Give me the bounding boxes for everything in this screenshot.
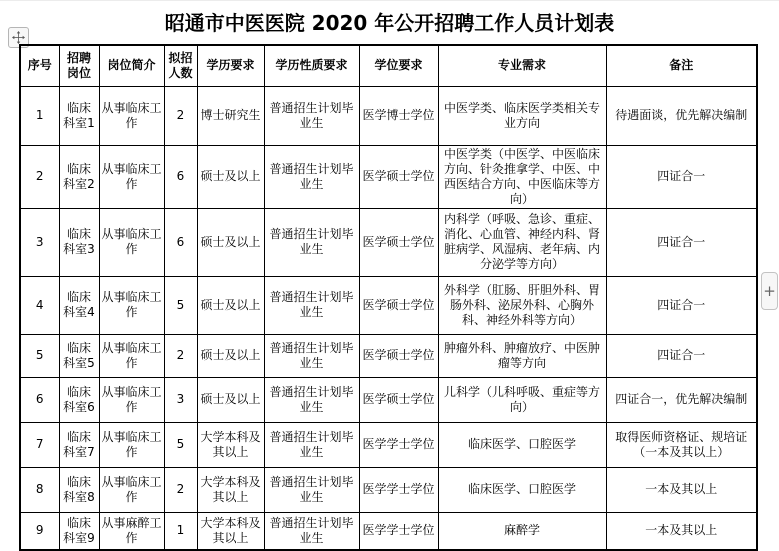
cell-remarks[interactable]: 四证合一，优先解决编制 — [606, 377, 757, 422]
cell-education[interactable]: 硕士及以上 — [197, 208, 264, 276]
table-row — [20, 512, 757, 550]
column-header-education-type[interactable]: 学历性质要求 — [264, 45, 359, 86]
cell-headcount[interactable]: 2 — [164, 334, 197, 377]
cell-degree[interactable]: 医学学士学位 — [359, 422, 438, 467]
column-header-index[interactable]: 序号 — [20, 45, 59, 86]
cell-major[interactable]: 中医学类、临床医学类相关专业方向 — [438, 86, 606, 145]
cell-headcount[interactable]: 5 — [164, 422, 197, 467]
cell-education-type[interactable]: 普通招生计划毕业生 — [264, 86, 359, 145]
page-title: 昭通市中医医院 2020 年公开招聘工作人员计划表 — [164, 11, 615, 35]
cell-remarks[interactable]: 一本及其以上 — [606, 512, 757, 550]
cell-duties[interactable]: 从事临床工作 — [99, 334, 164, 377]
cell-position[interactable]: 临床科室3 — [59, 208, 99, 276]
cell-major[interactable]: 内科学（呼吸、急诊、重症、消化、心血管、神经内科、肾脏病学、风湿病、老年病、内分泌学等方向） — [438, 208, 606, 276]
cell-headcount[interactable]: 2 — [164, 467, 197, 512]
cell-remarks[interactable]: 待遇面谈，优先解决编制 — [606, 86, 757, 145]
move-cross-icon — [12, 31, 25, 44]
cell-index[interactable]: 4 — [20, 276, 59, 334]
column-header-degree[interactable]: 学位要求 — [359, 45, 438, 86]
cell-index[interactable]: 9 — [20, 512, 59, 550]
cell-major[interactable]: 临床医学、口腔医学 — [438, 467, 606, 512]
header-row — [20, 45, 757, 86]
cell-degree[interactable]: 医学学士学位 — [359, 512, 438, 550]
cell-position[interactable]: 临床科室8 — [59, 467, 99, 512]
cell-position[interactable]: 临床科室6 — [59, 377, 99, 422]
cell-degree[interactable]: 医学学士学位 — [359, 467, 438, 512]
cell-education-type[interactable]: 普通招生计划毕业生 — [264, 422, 359, 467]
cell-education[interactable]: 硕士及以上 — [197, 377, 264, 422]
cell-index[interactable]: 1 — [20, 86, 59, 145]
cell-education[interactable]: 大学本科及其以上 — [197, 467, 264, 512]
table-row — [20, 145, 757, 208]
cell-headcount[interactable]: 1 — [164, 512, 197, 550]
table-header-row — [20, 45, 757, 86]
cell-education-type[interactable]: 普通招生计划毕业生 — [264, 208, 359, 276]
cell-headcount[interactable]: 6 — [164, 208, 197, 276]
column-header-remarks[interactable]: 备注 — [606, 45, 757, 86]
cell-remarks[interactable]: 一本及其以上 — [606, 467, 757, 512]
cell-position[interactable]: 临床科室7 — [59, 422, 99, 467]
cell-education[interactable]: 硕士及以上 — [197, 334, 264, 377]
cell-degree[interactable]: 医学硕士学位 — [359, 145, 438, 208]
cell-major[interactable]: 肿瘤外科、肿瘤放疗、中医肿瘤等方向 — [438, 334, 606, 377]
cell-major[interactable]: 外科学（肛肠、肝胆外科、胃肠外科、泌尿外科、心胸外科、神经外科等方向） — [438, 276, 606, 334]
cell-headcount[interactable]: 2 — [164, 86, 197, 145]
table-row — [20, 276, 757, 334]
cell-degree[interactable]: 医学硕士学位 — [359, 334, 438, 377]
cell-degree[interactable]: 医学博士学位 — [359, 86, 438, 145]
column-header-headcount[interactable]: 拟招人数 — [164, 45, 197, 86]
cell-degree[interactable]: 医学硕士学位 — [359, 377, 438, 422]
insert-row-button[interactable] — [761, 272, 778, 310]
cell-education[interactable]: 硕士及以上 — [197, 145, 264, 208]
cell-duties[interactable]: 从事临床工作 — [99, 86, 164, 145]
table-body — [20, 86, 757, 550]
cell-major[interactable]: 儿科学（儿科呼吸、重症等方向） — [438, 377, 606, 422]
table-row — [20, 334, 757, 377]
recruitment-plan-table — [19, 44, 758, 551]
cell-duties[interactable]: 从事临床工作 — [99, 467, 164, 512]
cell-degree[interactable]: 医学硕士学位 — [359, 208, 438, 276]
table-row — [20, 467, 757, 512]
cell-headcount[interactable]: 3 — [164, 377, 197, 422]
cell-index[interactable]: 8 — [20, 467, 59, 512]
cell-remarks[interactable]: 四证合一 — [606, 145, 757, 208]
cell-position[interactable]: 临床科室5 — [59, 334, 99, 377]
cell-index[interactable]: 6 — [20, 377, 59, 422]
column-header-major[interactable]: 专业需求 — [438, 45, 606, 86]
cell-duties[interactable]: 从事临床工作 — [99, 145, 164, 208]
column-header-education[interactable]: 学历要求 — [197, 45, 264, 86]
cell-remarks[interactable]: 四证合一 — [606, 208, 757, 276]
cell-position[interactable]: 临床科室4 — [59, 276, 99, 334]
cell-headcount[interactable]: 6 — [164, 145, 197, 208]
cell-education-type[interactable]: 普通招生计划毕业生 — [264, 377, 359, 422]
table-row — [20, 422, 757, 467]
cell-education[interactable]: 硕士及以上 — [197, 276, 264, 334]
cell-education-type[interactable]: 普通招生计划毕业生 — [264, 512, 359, 550]
cell-index[interactable]: 5 — [20, 334, 59, 377]
cell-duties[interactable]: 从事临床工作 — [99, 377, 164, 422]
cell-major[interactable]: 中医学类（中医学、中医临床方向、针灸推拿学、中医、中西医结合方向、中医临床等方向） — [438, 145, 606, 208]
cell-major[interactable]: 临床医学、口腔医学 — [438, 422, 606, 467]
column-header-duties[interactable]: 岗位简介 — [99, 45, 164, 86]
cell-education-type[interactable]: 普通招生计划毕业生 — [264, 334, 359, 377]
plus-icon: + — [763, 281, 776, 300]
cell-index[interactable]: 3 — [20, 208, 59, 276]
column-header-position[interactable]: 招聘岗位 — [59, 45, 99, 86]
cell-position[interactable]: 临床科室2 — [59, 145, 99, 208]
cell-major[interactable]: 麻醉学 — [438, 512, 606, 550]
cell-remarks[interactable]: 四证合一 — [606, 276, 757, 334]
cell-education[interactable]: 博士研究生 — [197, 86, 264, 145]
cell-duties[interactable]: 从事临床工作 — [99, 422, 164, 467]
cell-duties[interactable]: 从事麻醉工作 — [99, 512, 164, 550]
cell-position[interactable]: 临床科室1 — [59, 86, 99, 145]
cell-remarks[interactable]: 四证合一 — [606, 334, 757, 377]
cell-education-type[interactable]: 普通招生计划毕业生 — [264, 467, 359, 512]
cell-education-type[interactable]: 普通招生计划毕业生 — [264, 276, 359, 334]
table-row — [20, 86, 757, 145]
table-row — [20, 208, 757, 276]
cell-index[interactable]: 2 — [20, 145, 59, 208]
cell-position[interactable]: 临床科室9 — [59, 512, 99, 550]
cell-index[interactable]: 7 — [20, 422, 59, 467]
cell-education[interactable]: 大学本科及其以上 — [197, 422, 264, 467]
cell-degree[interactable]: 医学硕士学位 — [359, 276, 438, 334]
cell-duties[interactable]: 从事临床工作 — [99, 208, 164, 276]
cell-headcount[interactable]: 5 — [164, 276, 197, 334]
cell-education[interactable]: 大学本科及其以上 — [197, 512, 264, 550]
table-row — [20, 377, 757, 422]
cell-education-type[interactable]: 普通招生计划毕业生 — [264, 145, 359, 208]
cell-duties[interactable]: 从事临床工作 — [99, 276, 164, 334]
cell-remarks[interactable]: 取得医师资格证、规培证（一本及其以上） — [606, 422, 757, 467]
